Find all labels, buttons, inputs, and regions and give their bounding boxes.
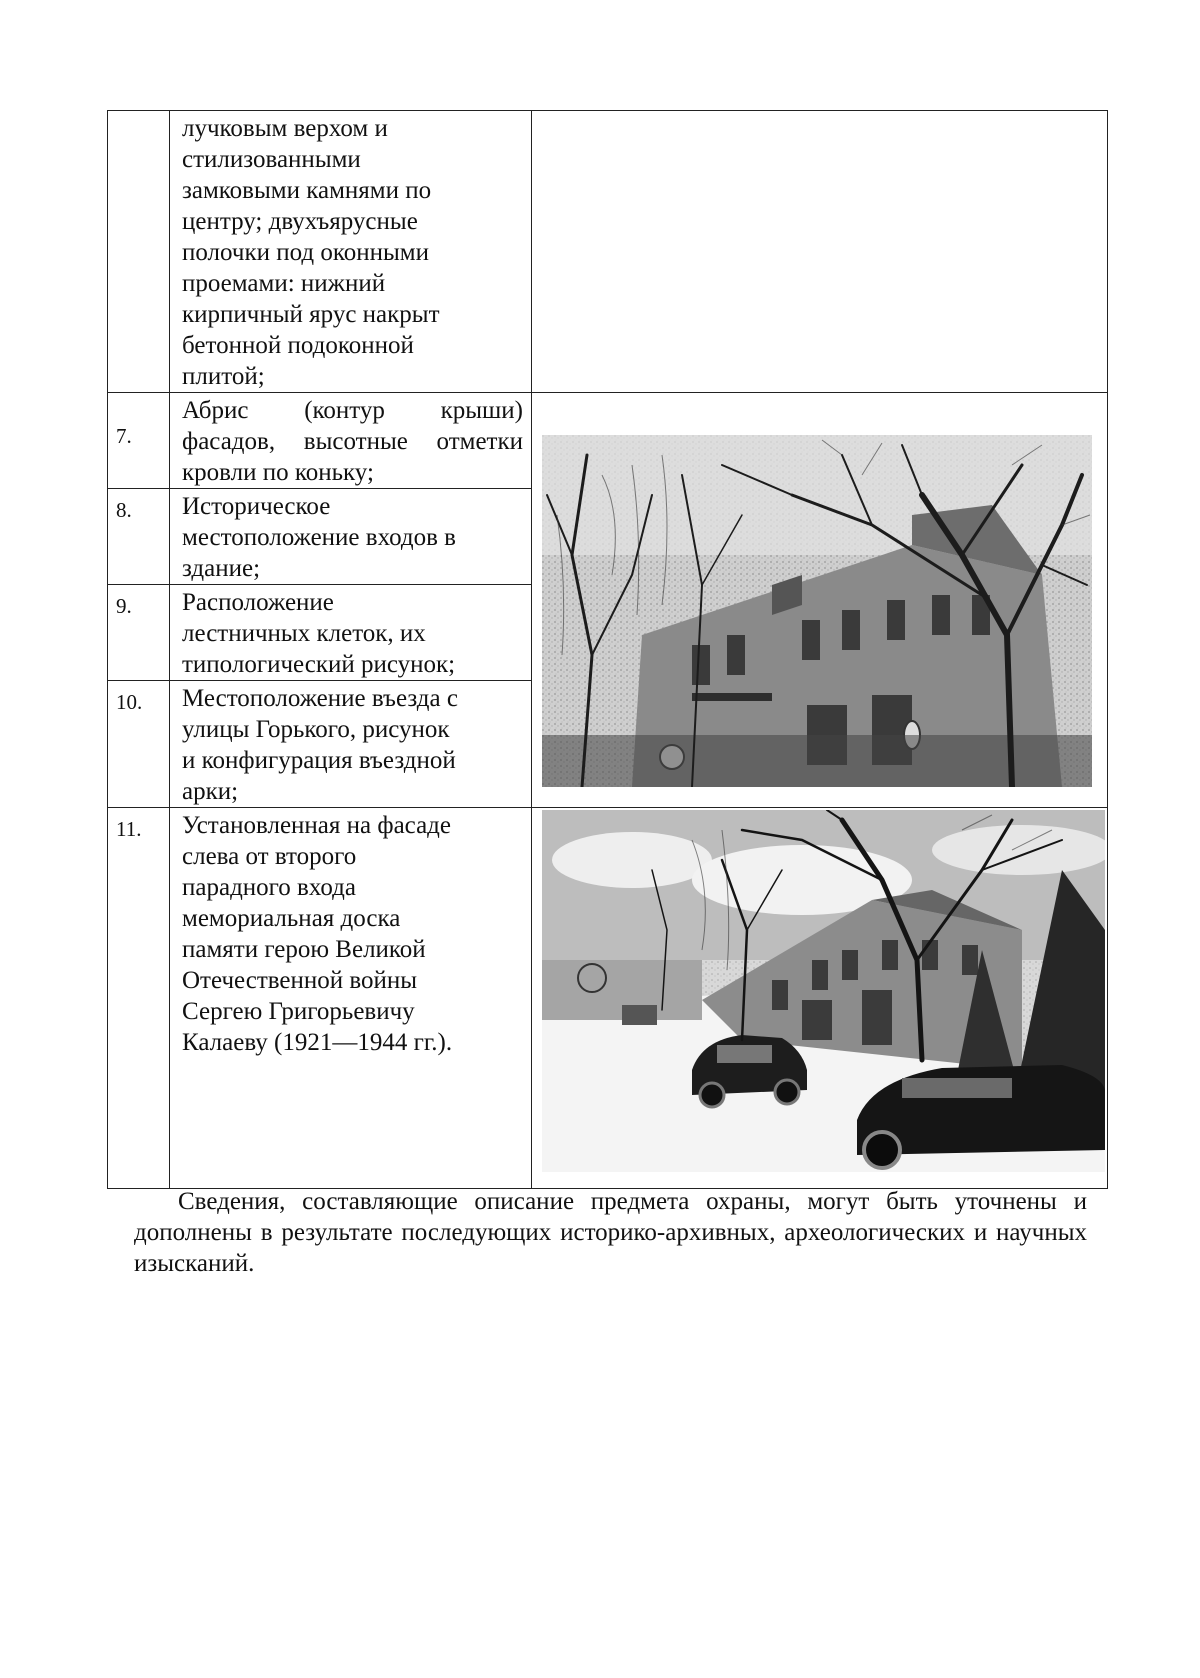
description-line: кирпичный ярус накрыт	[182, 301, 440, 328]
description-line: улицы Горького, рисунок	[182, 716, 450, 743]
row-number-cell	[108, 681, 170, 808]
row-description-cell	[170, 808, 532, 1189]
description-line: стилизованными	[182, 146, 361, 173]
description-line: Отечественной войны	[182, 967, 418, 994]
description-line: фасадов, высотные отметки	[182, 428, 523, 455]
row-number-cell	[108, 585, 170, 681]
table-row	[108, 111, 1108, 393]
description-line: Историческое	[182, 493, 331, 520]
description-line: Калаеву (1921—1944 гг.).	[182, 1029, 453, 1056]
description-line: Сергею Григорьевичу	[182, 998, 415, 1025]
description-line: полочки под оконными	[182, 239, 429, 266]
row-description-cell	[170, 111, 532, 393]
description-line: здание;	[182, 555, 261, 582]
row-description-cell	[170, 681, 532, 808]
description-line: парадного входа	[182, 874, 356, 901]
description-line: центру; двухъярусные	[182, 208, 418, 235]
row-number: 9.	[116, 594, 132, 618]
photo-cell-empty	[532, 111, 1108, 393]
description-line: типологический рисунок;	[182, 651, 456, 678]
table-row	[108, 808, 1108, 1189]
photo-cell	[532, 808, 1108, 1189]
description-line: плитой;	[182, 363, 265, 390]
description-line: памяти герою Великой	[182, 936, 426, 963]
description-line: проемами: нижний	[182, 270, 386, 297]
description-line: и конфигурация въездной	[182, 747, 456, 774]
photo-cell	[532, 393, 1108, 808]
description-line: лестничных клеток, их	[182, 620, 426, 647]
description-line: кровли по коньку;	[182, 459, 374, 486]
description-line: мемориальная доска	[182, 905, 401, 932]
description-line: Абрис (контур крыши)	[182, 397, 523, 424]
row-description-cell	[170, 489, 532, 585]
description-line: Местоположение въезда с	[182, 685, 458, 712]
description-line: бетонной подоконной	[182, 332, 414, 359]
row-number-cell	[108, 489, 170, 585]
row-number: 7.	[116, 424, 132, 448]
description-line: Установленная на фасаде	[182, 812, 451, 839]
building-photo-2	[542, 810, 1105, 1172]
row-description-cell	[170, 393, 532, 489]
row-number-cell	[108, 393, 170, 489]
row-number-cell	[108, 111, 170, 393]
description-line: местоположение входов в	[182, 524, 456, 551]
row-number: 10.	[116, 690, 143, 714]
protection-subject-table	[107, 110, 1108, 1189]
closing-paragraph-text: Сведения, составляющие описание предмета охраны, могут быть уточнены и дополнены в результате последующих историко-архивных, археологических и научных изысканий.	[134, 1188, 1087, 1277]
building-photo-1	[542, 435, 1092, 787]
row-number: 8.	[116, 498, 132, 522]
description-line: Расположение	[182, 589, 334, 616]
row-number: 11.	[116, 817, 142, 841]
row-number-cell	[108, 808, 170, 1189]
description-line: слева от второго	[182, 843, 357, 870]
row-description-cell	[170, 585, 532, 681]
description-line: арки;	[182, 778, 239, 805]
closing-paragraph	[134, 1186, 1087, 1279]
description-line: замковыми камнями по	[182, 177, 432, 204]
description-line: лучковым верхом и	[182, 115, 388, 142]
table-row	[108, 393, 1108, 489]
